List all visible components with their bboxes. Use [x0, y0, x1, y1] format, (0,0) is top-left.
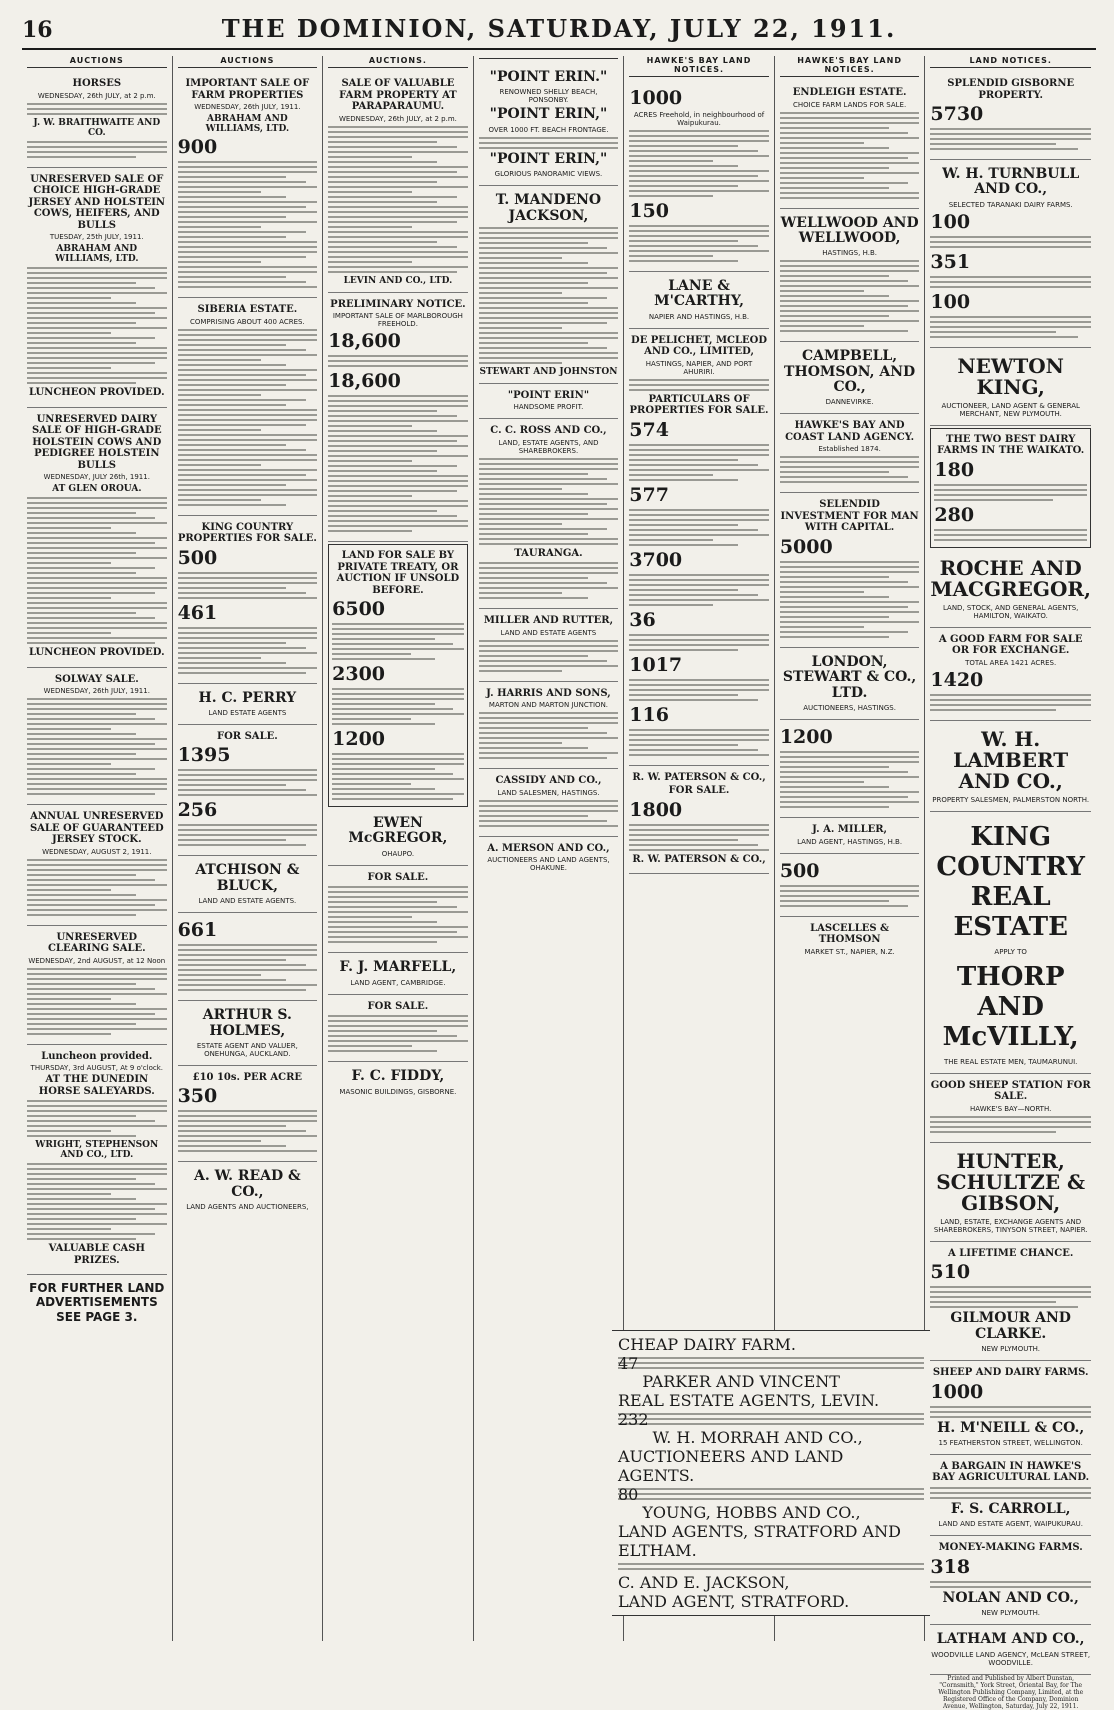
advert-subhead: MASONIC BUILDINGS, GISBORNE.	[339, 1087, 457, 1096]
acreage-figure: 18,600	[328, 330, 401, 352]
advert	[178, 516, 318, 684]
advert	[930, 348, 1091, 426]
advert	[178, 725, 318, 857]
advert-subhead: LAND, ESTATE AGENTS, AND SHAREBROKERS.	[498, 438, 599, 455]
advert-subhead: LAND AGENT, HASTINGS, H.B.	[797, 837, 903, 846]
advert	[479, 63, 619, 186]
advert	[178, 913, 318, 1001]
column-heading: HAWKE'S BAY LAND NOTICES.	[780, 56, 920, 77]
acreage-figure: 100	[930, 290, 971, 313]
acreage-figure: 350	[177, 1085, 218, 1108]
advert-headline: SELENDID INVESTMENT FOR MAN WITH CAPITAL.	[780, 499, 919, 534]
advert-firm-name: NOLAN AND CO.,	[942, 1589, 1079, 1606]
acreage-figure: 80	[618, 1485, 639, 1504]
column-heading: LAND NOTICES.	[930, 56, 1091, 68]
column-7	[925, 56, 1096, 1710]
advert-subhead: 15 FEATHERSTON STREET, WELLINGTON.	[938, 1438, 1083, 1447]
advert-firm-name: CASSIDY AND CO.,	[495, 775, 602, 787]
acreage-figure: 116	[629, 703, 669, 726]
advert-subhead: LAND AGENT, CAMBRIDGE.	[350, 978, 446, 987]
advert-headline: KING COUNTRY REAL ESTATE	[936, 821, 1085, 942]
advert-subhead: AUCTIONEERS, HASTINGS.	[803, 704, 896, 713]
advert-subhead: LAND AGENTS AND AUCTIONEERS,	[186, 1203, 309, 1212]
advert-firm-name: F. C. FIDDY,	[351, 1068, 445, 1085]
advert	[178, 72, 318, 298]
advert	[27, 805, 167, 926]
advert-firm: STEWART AND JOHNSTON	[479, 366, 618, 377]
advert-headline: UNRESERVED DAIRY SALE OF HIGH-GRADE HOLSTEIN COWS AND PEDIGREE HOLSTEIN BULLS	[31, 413, 162, 471]
advert	[930, 1143, 1091, 1242]
advert-firm: LEVIN AND CO., LTD.	[343, 275, 453, 286]
acreage-figure: 47	[618, 1354, 639, 1373]
advert-subhead: AUCTIONEERS AND LAND AGENTS.	[618, 1447, 844, 1485]
advert-firm-name: WELLWOOD AND WELLWOOD,	[780, 214, 919, 246]
advert	[780, 818, 920, 854]
advert	[930, 1536, 1091, 1625]
advert-headline: A GOOD FARM FOR SALE OR FOR EXCHANGE.	[938, 633, 1083, 657]
advert-firm-name: H. C. PERRY	[198, 689, 297, 706]
advert-subhead: HAWKE'S BAY—NORTH.	[970, 1104, 1052, 1113]
advert-headline: LUNCHEON PROVIDED.	[28, 387, 165, 398]
column-heading: HAWKE'S BAY LAND NOTICES.	[629, 56, 769, 77]
advert	[328, 293, 468, 543]
advert	[780, 414, 920, 493]
advert-headline: ANNUAL UNRESERVED SALE OF GUARANTEED JERSEY STOCK.	[29, 811, 164, 845]
advert-headline: SIBERIA ESTATE.	[197, 304, 298, 315]
advert-headline: FOR SALE.	[367, 1000, 429, 1012]
advert	[930, 812, 1091, 1074]
advert-firm-name: W. H. LAMBERT AND CO.,	[953, 726, 1069, 793]
advert-subhead: ACRES Freehold, in neighbourhood of Waipukurau.	[633, 111, 765, 127]
advert-subhead: LAND AGENTS, STRATFORD AND ELTHAM.	[618, 1522, 901, 1560]
advert-headline: UNRESERVED SALE OF CHOICE HIGH-GRADE JERSEY AND HOLSTEIN COWS, HEIFERS, AND BULLS	[28, 173, 166, 231]
advert	[930, 72, 1091, 160]
advert	[27, 168, 167, 408]
advert-subhead: OHAUPO.	[381, 849, 415, 858]
acreage-figure: 661	[177, 919, 218, 942]
advert-firm-name: W. H. MORRAH AND CO.,	[652, 1428, 863, 1447]
page-reference-note: FOR FURTHER LAND ADVERTISEMENTS SEE PAGE 3.	[29, 1281, 165, 1324]
advert	[930, 428, 1091, 548]
advert	[328, 953, 468, 994]
advert	[780, 81, 920, 209]
advert	[27, 668, 167, 806]
acreage-figure: 36	[629, 608, 656, 631]
advert-subhead: LAND ESTATE AGENTS	[208, 708, 287, 717]
column-heading: AUCTIONS	[178, 56, 318, 68]
advert-firm-name: HUNTER, SCHULTZE & GIBSON,	[936, 1148, 1086, 1215]
advert-firm-name: LASCELLES & THOMSON	[810, 922, 890, 946]
advert	[479, 609, 619, 682]
advert-firm-name: ROCHE AND MACGREGOR,	[930, 555, 1091, 601]
acreage-figure: 18,600	[328, 370, 401, 392]
advert-subhead: LAND AND ESTATE AGENT, WAIPUKURAU.	[938, 1520, 1083, 1529]
acreage-figure: 318	[930, 1555, 971, 1578]
advert-headline: IMPORTANT SALE OF FARM PROPERTIES	[185, 78, 310, 101]
advert-headline: THE TWO BEST DAIRY FARMS IN THE WAIKATO.	[937, 433, 1085, 457]
advert-subhead: LAND AND ESTATE AGENTS	[500, 628, 597, 637]
column-3	[323, 56, 474, 1641]
advert	[780, 720, 920, 818]
advert-headline: HORSES	[72, 78, 122, 89]
advert-firm: J. W. BRAITHWAITE AND CO.	[33, 117, 161, 138]
advert-subhead: NAPIER AND HASTINGS, H.B.	[648, 312, 750, 321]
advert-subhead: NEW PLYMOUTH.	[981, 1609, 1040, 1618]
advert-firm-name: ARTHUR S. HOLMES,	[202, 1007, 292, 1039]
advert-headline: PARTICULARS OF PROPERTIES FOR SALE.	[629, 393, 769, 417]
advert	[629, 766, 769, 875]
advert-headline: GOOD SHEEP STATION FOR SALE.	[930, 1079, 1091, 1103]
advert-firm-name: A. W. READ & CO.,	[193, 1168, 301, 1200]
advert-date: WEDNESDAY, 26th JULY, 1911.	[43, 687, 150, 695]
advert-date: WEDNESDAY, 26th JULY, at 2 p.m.	[37, 91, 156, 100]
advert-subhead: Established 1874.	[818, 445, 881, 454]
advert-firm-name: MILLER AND RUTTER,	[483, 615, 614, 627]
newspaper-title: THE DOMINION, SATURDAY, JULY 22, 1911.	[221, 14, 897, 43]
advert-date: WEDNESDAY, AUGUST 2, 1911.	[42, 847, 152, 856]
acreage-figure: 1000	[629, 87, 683, 109]
advert-subhead: SELECTED TARANAKI DAIRY FARMS.	[948, 200, 1073, 209]
advert	[27, 1045, 167, 1276]
advert	[328, 866, 468, 954]
advert-headline: FOR SALE.	[367, 871, 429, 883]
advert	[629, 329, 769, 766]
advert-headline: "POINT ERIN,"	[489, 150, 608, 167]
advert-firm-name: A. MERSON AND CO.,	[487, 842, 610, 854]
advert	[479, 837, 619, 880]
advert-headline: ENDLEIGH ESTATE.	[792, 87, 907, 98]
advert-headline: "POINT ERIN."	[489, 69, 608, 85]
advert-firm-name: R. W. PATERSON & CO.,	[632, 771, 766, 783]
advert-headline: "POINT ERIN,"	[489, 106, 608, 123]
advert-headline: LAND FOR SALE BY PRIVATE TREATY, OR AUCTION IF UNSOLD BEFORE.	[336, 550, 460, 596]
advert	[178, 1001, 318, 1066]
advert-headline: TAURANGA.	[514, 547, 583, 559]
advert-firm-name: EWEN McGREGOR,	[348, 815, 448, 847]
advert	[479, 384, 619, 420]
advert-subhead: LAND, STOCK, AND GENERAL AGENTS, HAMILTON, WAIKATO.	[942, 603, 1079, 620]
advert-subhead: CHOICE FARM LANDS FOR SALE.	[792, 100, 907, 109]
advert-headline: FOR SALE.	[668, 785, 730, 797]
acreage-figure: 1017	[629, 653, 683, 676]
acreage-figure: 3700	[629, 548, 683, 571]
column-heading	[479, 56, 619, 59]
advert	[178, 298, 318, 516]
advert-firm: WRIGHT, STEPHENSON AND CO., LTD.	[35, 1140, 159, 1160]
advert-subhead: RENOWNED SHELLY BEACH, PONSONBY.	[499, 88, 598, 105]
advert-headline: FOR SALE.	[216, 730, 278, 742]
advert	[479, 419, 619, 609]
advert	[930, 1242, 1091, 1361]
advert	[178, 1162, 318, 1218]
acreage-figure: 6500	[332, 598, 386, 620]
advert-firm-name: THORP AND McVILLY,	[942, 961, 1079, 1052]
advert-firm-name: R. W. PATERSON & CO.,	[632, 853, 766, 865]
advert-subhead: LAND SALESMEN, HASTINGS.	[497, 788, 600, 797]
advert-firm-name: F. S. CARROLL,	[950, 1500, 1071, 1517]
advert	[930, 1455, 1091, 1536]
acreage-figure: 180	[934, 458, 975, 481]
advert-firm-name: F. J. MARFELL,	[339, 959, 457, 976]
advert	[930, 628, 1091, 721]
advert-headline: KING COUNTRY PROPERTIES FOR SALE.	[177, 521, 317, 544]
advert-headline: UNRESERVED CLEARING SALE.	[47, 931, 146, 954]
advert-headline: PRELIMINARY NOTICE.	[330, 298, 466, 310]
advert-date: WEDNESDAY, JULY 26th, 1911.	[43, 473, 150, 481]
advert-date: WEDNESDAY, 2nd AUGUST, at 12 Noon	[28, 956, 166, 965]
column-4	[474, 56, 625, 1641]
advert-firm-name: ATCHISON & BLUCK,	[195, 862, 300, 894]
advert-firm-name: H. M'NEILL & CO.,	[937, 1419, 1085, 1436]
acreage-figure: 1395	[177, 744, 231, 767]
advert	[178, 684, 318, 725]
advert-firm-name: J. HARRIS AND SONS,	[486, 687, 611, 699]
advert-firm-name: DE PELICHET, MCLEOD AND CO., LIMITED,	[631, 334, 768, 358]
advert-firm-name: T. MANDENO JACKSON,	[495, 192, 602, 224]
acreage-figure: 5000	[779, 535, 833, 558]
advert-date: WEDNESDAY, 26th JULY, at 2 p.m.	[338, 114, 457, 123]
advert	[780, 493, 920, 648]
advert-subhead: REAL ESTATE AGENTS, LEVIN.	[618, 1391, 880, 1410]
advert-firm-name: PARKER AND VINCENT	[642, 1372, 840, 1391]
acreage-figure: 1800	[629, 798, 683, 821]
advert	[479, 186, 619, 384]
column-heading: AUCTIONS.	[328, 56, 468, 68]
acreage-figure: 351	[930, 250, 971, 273]
advert-firm-name: LANE & M'CARTHY,	[654, 278, 744, 310]
advert-date: THURSDAY, 3rd AUGUST, At 9 o'clock.	[30, 1064, 163, 1072]
acreage-figure: 1200	[779, 726, 833, 749]
advert-subhead: GLORIOUS PANORAMIC VIEWS.	[494, 170, 603, 179]
advert	[328, 72, 468, 293]
advert-firm-name: J. A. MILLER,	[812, 824, 888, 836]
advert-headline: VALUABLE CASH PRIZES.	[48, 1243, 145, 1266]
advert	[930, 1074, 1091, 1143]
advert-headline: LUNCHEON PROVIDED.	[28, 647, 165, 658]
advert-subhead: LAND AGENT, STRATFORD.	[618, 1592, 850, 1611]
acreage-figure: 1000	[930, 1380, 984, 1403]
advert-subhead: LAND, ESTATE, EXCHANGE AGENTS AND SHAREBROKERS, TINYSON STREET, NAPIER.	[933, 1217, 1088, 1234]
advert	[27, 72, 167, 168]
page-number: 16	[22, 17, 53, 43]
advert-subhead: TOTAL AREA 1421 ACRES.	[965, 658, 1057, 667]
advert	[328, 995, 468, 1063]
acreage-figure: 280	[934, 503, 975, 526]
advert-subhead: HANDSOME PROFIT.	[513, 403, 584, 412]
advert	[479, 769, 619, 837]
advert-firm-name: LATHAM AND CO.,	[936, 1631, 1085, 1648]
acreage-figure: 232	[618, 1410, 649, 1429]
advert	[629, 272, 769, 329]
advert-subhead: COMPRISING ABOUT 400 ACRES.	[190, 317, 305, 326]
advert-headline: "POINT ERIN"	[507, 389, 590, 401]
advert-firm-name: YOUNG, HOBBS AND CO.,	[642, 1503, 861, 1522]
advert	[930, 1361, 1091, 1455]
advert-headline: AT THE DUNEDIN HORSE SALEYARDS.	[38, 1074, 155, 1097]
advert-subhead: THE REAL ESTATE MEN, TAUMARUNUI.	[943, 1057, 1078, 1066]
advert-subhead: MARTON AND MARTON JUNCTION.	[488, 701, 609, 710]
acreage-figure: 574	[629, 418, 669, 441]
advert	[930, 550, 1091, 628]
acreage-figure: 1200	[332, 728, 386, 750]
advert-firm: ABRAHAM AND WILLIAMS, LTD.	[55, 244, 139, 264]
advert-headline: SPLENDID GISBORNE PROPERTY.	[947, 78, 1075, 101]
acreage-figure: 2300	[332, 663, 386, 685]
advert-headline: A BARGAIN IN HAWKE'S BAY AGRICULTURAL LAND.	[932, 1460, 1090, 1484]
masthead	[22, 14, 1096, 50]
advert	[780, 854, 920, 917]
advert	[178, 856, 318, 913]
advert-subhead: LAND AND ESTATE AGENTS.	[198, 897, 297, 906]
advert-subhead: MARKET ST., NAPIER, N.Z.	[804, 947, 895, 956]
advert-subhead: PROPERTY SALESMEN, PALMERSTON NORTH.	[932, 795, 1090, 804]
advert-headline: CHEAP DAIRY FARM.	[618, 1335, 796, 1354]
cheap-dairy-farm-block	[612, 1330, 930, 1616]
advert	[930, 721, 1091, 812]
advert-firm-name: C. C. ROSS AND CO.,	[490, 425, 607, 437]
advert-headline: SALE OF VALUABLE FARM PROPERTY AT PARAPARAUMU.	[339, 78, 457, 112]
acreage-figure: 577	[629, 483, 669, 506]
advert	[328, 1062, 468, 1102]
advert-headline: Luncheon provided.	[41, 1050, 153, 1062]
advert-date: WEDNESDAY, 26th JULY, 1911.	[194, 103, 301, 111]
advert-subhead: NEW PLYMOUTH.	[981, 1345, 1040, 1354]
advert-subhead: OVER 1000 FT. BEACH FRONTAGE.	[488, 125, 609, 134]
advert-headline: SHEEP AND DAIRY FARMS.	[932, 1367, 1089, 1379]
advert-firm-name: C. AND E. JACKSON,	[618, 1573, 790, 1592]
advert-firm-name: GILMOUR AND CLARKE.	[950, 1310, 1071, 1342]
acreage-figure: 900	[177, 136, 218, 158]
column-1	[22, 56, 173, 1641]
advert	[27, 408, 167, 668]
advert	[780, 342, 920, 414]
advert	[930, 160, 1091, 348]
advert	[930, 1625, 1091, 1674]
acreage-figure: 461	[177, 601, 218, 624]
advert-subhead: IMPORTANT SALE OF MARLBOROUGH FREEHOLD.	[332, 312, 463, 328]
advert-subhead: AUCTIONEER, LAND AGENT & GENERAL MERCHANT, NEW PLYMOUTH.	[941, 401, 1080, 418]
advert	[780, 917, 920, 963]
acreage-figure: 1420	[930, 668, 984, 691]
advert-firm: AT GLEN OROUA.	[52, 484, 142, 494]
acreage-figure: 500	[177, 546, 218, 569]
advert-firm-name: W. H. TURNBULL AND CO.,	[942, 166, 1080, 198]
imprint: Printed and Published by Albert Dunstan, "Cornsmith," York Street, Oriental Bay, for The Wellington Publishing Company, Limited, at the Registered Office of the Company, Dominion Avenue, Wellington, Saturday, July 22, 1911.	[938, 1674, 1084, 1710]
advert-subhead: HASTINGS, H.B.	[822, 249, 877, 258]
advert	[328, 809, 468, 866]
advert-firm-name: HAWKE'S BAY AND COAST LAND AGENCY.	[785, 420, 915, 443]
column-2	[173, 56, 324, 1641]
acreage-figure: 256	[177, 799, 218, 822]
advert-headline: SOLWAY SALE.	[54, 673, 139, 685]
advert-date: TUESDAY, 25th JULY, 1911.	[49, 233, 144, 241]
advert-subhead: AUCTIONEERS AND LAND AGENTS, OHAKUNE.	[487, 856, 610, 873]
advert	[629, 81, 769, 272]
acreage-figure: 150	[629, 200, 669, 222]
advert	[479, 682, 619, 770]
advert-subhead: DANNEVIRKE.	[825, 398, 874, 407]
columns	[22, 56, 1096, 1710]
advert-firm: ABRAHAM AND WILLIAMS, LTD.	[205, 114, 290, 134]
advert-headline: £10 10s. PER ACRE	[192, 1071, 303, 1083]
advert-subhead: HASTINGS, NAPIER, AND PORT AHURIRI.	[645, 359, 753, 376]
advert	[178, 1066, 318, 1163]
acreage-figure: 100	[930, 210, 971, 233]
acreage-figure: 5730	[930, 103, 984, 125]
advert	[780, 209, 920, 343]
advert-subhead: APPLY TO	[994, 947, 1027, 956]
advert	[780, 648, 920, 720]
advert-subhead: ESTATE AGENT AND VALUER, ONEHUNGA, AUCKLAND.	[196, 1041, 298, 1058]
advert-headline: A LIFETIME CHANCE.	[948, 1247, 1074, 1259]
column-heading: AUCTIONS	[27, 56, 167, 68]
acreage-figure: 500	[779, 859, 820, 882]
advert-firm-name: LONDON, STEWART & CO., LTD.	[782, 653, 917, 701]
acreage-figure: 510	[930, 1261, 971, 1284]
advert	[27, 926, 167, 1045]
advert	[328, 544, 468, 807]
advert-firm-name: CAMPBELL, THOMSON, AND CO.,	[784, 348, 916, 396]
advert-headline: MONEY-MAKING FARMS.	[938, 1542, 1083, 1554]
advert-subhead: WOODVILLE LAND AGENCY, McLEAN STREET, WOODVILLE.	[931, 1650, 1091, 1667]
advert-firm-name: NEWTON KING,	[957, 353, 1064, 399]
